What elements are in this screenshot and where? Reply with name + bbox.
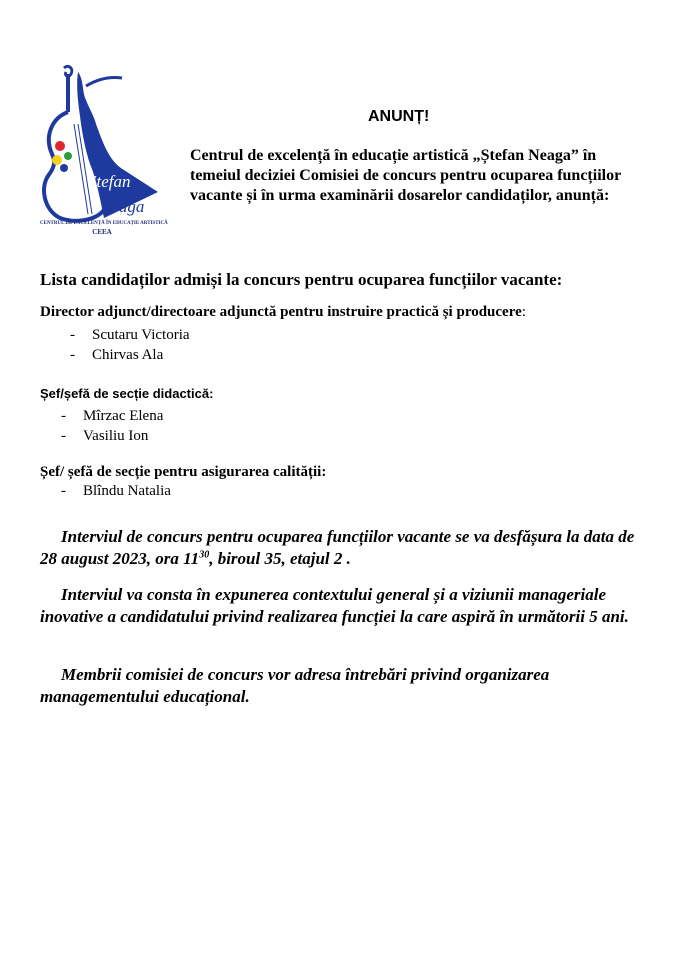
list-dash: -: [70, 327, 75, 343]
list-dash: -: [61, 428, 66, 444]
candidate-name: Mîrzac Elena: [83, 408, 164, 424]
green-dot-icon: [64, 152, 72, 160]
list-item: [70, 345, 190, 365]
candidates-list-title: Lista candidaților admiși la concurs pentru ocuparea funcțiilor vacante:: [40, 270, 563, 289]
section-heading-text: Director adjunct/directoare adjunctă pentru instruire practică și producere: [40, 304, 522, 320]
list-dash: -: [61, 483, 66, 499]
section-heading-director-adjunct: [40, 304, 526, 321]
section-heading-sef-sectie-didactica: Șef/șefă de secție didactică:: [40, 386, 214, 401]
list-dash: -: [61, 408, 66, 424]
list-item: [61, 406, 163, 426]
list-dash: -: [70, 347, 75, 363]
section-heading-sef-calitate: Șef/ șefă de secție pentru asigurarea calității:: [40, 464, 327, 480]
ceea-logo: [38, 64, 168, 244]
list-item: [61, 481, 171, 501]
red-dot-icon: [55, 141, 65, 151]
logo-caption: CENTRUL DE EXCELENȚĂ ÎN EDUCAȚIE ARTISTICĂ: [40, 221, 168, 226]
candidate-list-sef-calitate: [61, 481, 171, 501]
candidate-name: Blîndu Natalia: [83, 483, 171, 499]
page-title: ANUNȚ!: [368, 108, 430, 125]
interview-content-paragraph: Interviul va consta în expunerea contextului general și a viziunii manageriale inovative a candidatului privind realizarea funcției la care aspiră în următorii 5 ani.: [40, 585, 629, 626]
candidate-list-director-adjunct: [70, 325, 190, 365]
candidate-list-sef-sectie-didactica: [61, 406, 163, 446]
logo-word-stefan: Ștefan: [88, 172, 131, 191]
intro-paragraph: Centrul de excelență în educație artistică „Ștefan Neaga” în temeiul deciziei Comisiei de concurs pentru ocuparea funcțiilor vacante și în urma examinării dosarelor candidaților, anunță:: [190, 147, 621, 204]
candidate-name: Chirvas Ala: [92, 347, 164, 363]
list-item: [70, 325, 190, 345]
candidate-name: Vasiliu Ion: [83, 428, 149, 444]
interview-time-minutes: 30: [199, 549, 210, 561]
commission-questions-paragraph: Membrii comisiei de concurs vor adresa întrebări privind organizarea managementului educațional.: [40, 665, 550, 706]
section-heading-colon: :: [521, 304, 526, 320]
logo-short-name: CEEA: [92, 228, 112, 236]
interview-date-paragraph: [40, 526, 650, 570]
candidate-name: Scutaru Victoria: [92, 327, 190, 343]
blue-dot-icon: [60, 164, 68, 172]
interview-date-text: Interviul de concurs pentru ocuparea funcțiilor vacante se va desfășura la data de 28 august 2023, ora 11: [40, 527, 635, 568]
dancer-arm-icon: [86, 77, 122, 86]
yellow-dot-icon: [52, 155, 62, 165]
logo-word-neaga: Neaga: [100, 197, 145, 216]
interview-location-text: , biroul 35, etajul 2 .: [209, 549, 351, 568]
list-item: [61, 426, 163, 446]
